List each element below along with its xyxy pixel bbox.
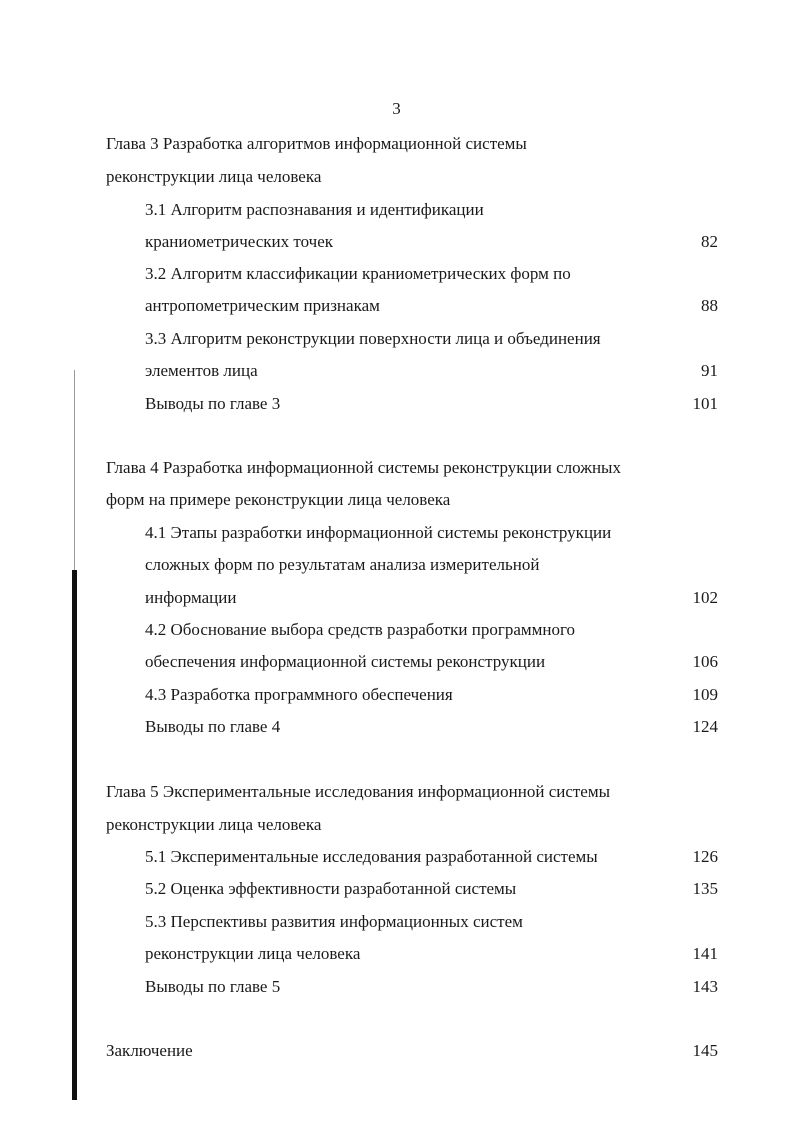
section-4-3-line-1: 4.3 Разработка программного обеспечения	[145, 685, 453, 704]
chapter-3-title-line-2: реконструкции лица человека	[106, 167, 322, 186]
chapter-3-title-line-1: Глава 3 Разработка алгоритмов информационной системы	[106, 134, 527, 153]
section-3-2-line-1: 3.2 Алгоритм классификации краниометрических форм по	[145, 264, 571, 283]
chapter-4-title-line-2: форм на примере реконструкции лица человека	[106, 490, 451, 509]
section-5-conclusions-page: 143	[692, 977, 718, 996]
section-5-1-page: 126	[692, 847, 718, 866]
chapter-4-title-line-1: Глава 4 Разработка информационной системы реконструкции сложных	[106, 458, 621, 477]
section-3-conclusions: Выводы по главе 3	[145, 394, 281, 413]
section-3-2-page: 88	[701, 296, 718, 315]
section-5-3-line-1: 5.3 Перспективы развития информационных систем	[145, 912, 523, 931]
section-4-2-page: 106	[692, 652, 718, 671]
section-3-1-line-2: краниометрических точек	[145, 232, 334, 251]
section-5-conclusions: Выводы по главе 5	[145, 977, 281, 996]
scan-binding-edge-faint	[74, 370, 75, 570]
scan-binding-edge	[72, 570, 77, 1100]
section-3-conclusions-page: 101	[692, 394, 718, 413]
section-4-conclusions-page: 124	[692, 717, 718, 736]
section-3-3-line-1: 3.3 Алгоритм реконструкции поверхности лица и объединения	[145, 329, 601, 348]
section-4-1-page: 102	[692, 588, 718, 607]
section-5-1-line-1: 5.1 Экспериментальные исследования разработанной системы	[145, 847, 598, 866]
section-3-1-page: 82	[701, 232, 718, 251]
section-4-3-page: 109	[692, 685, 718, 704]
page-number: 3	[392, 99, 401, 118]
section-5-3-page: 141	[692, 944, 718, 963]
section-5-2-line-1: 5.2 Оценка эффективности разработанной системы	[145, 879, 517, 898]
conclusion-page: 145	[692, 1041, 718, 1060]
section-4-1-line-1: 4.1 Этапы разработки информационной системы реконструкции	[145, 523, 612, 542]
conclusion-title: Заключение	[106, 1041, 193, 1060]
section-5-2-page: 135	[692, 879, 718, 898]
section-3-2-line-2: антропометрическим признакам	[145, 296, 380, 315]
section-4-2-line-1: 4.2 Обоснование выбора средств разработки программного	[145, 620, 576, 639]
section-3-3-line-2: элементов лица	[145, 361, 258, 380]
section-3-3-page: 91	[701, 361, 718, 380]
section-5-3-line-2: реконструкции лица человека	[145, 944, 361, 963]
section-4-1-line-2: сложных форм по результатам анализа измерительной	[145, 555, 540, 574]
section-4-2-line-2: обеспечения информационной системы реконструкции	[145, 652, 546, 671]
section-3-1-line-1: 3.1 Алгоритм распознавания и идентификации	[145, 200, 484, 219]
chapter-5-title-line-2: реконструкции лица человека	[106, 815, 322, 834]
section-4-1-line-3: информации	[145, 588, 237, 607]
section-4-conclusions: Выводы по главе 4	[145, 717, 281, 736]
chapter-5-title-line-1: Глава 5 Экспериментальные исследования информационной системы	[106, 782, 611, 801]
